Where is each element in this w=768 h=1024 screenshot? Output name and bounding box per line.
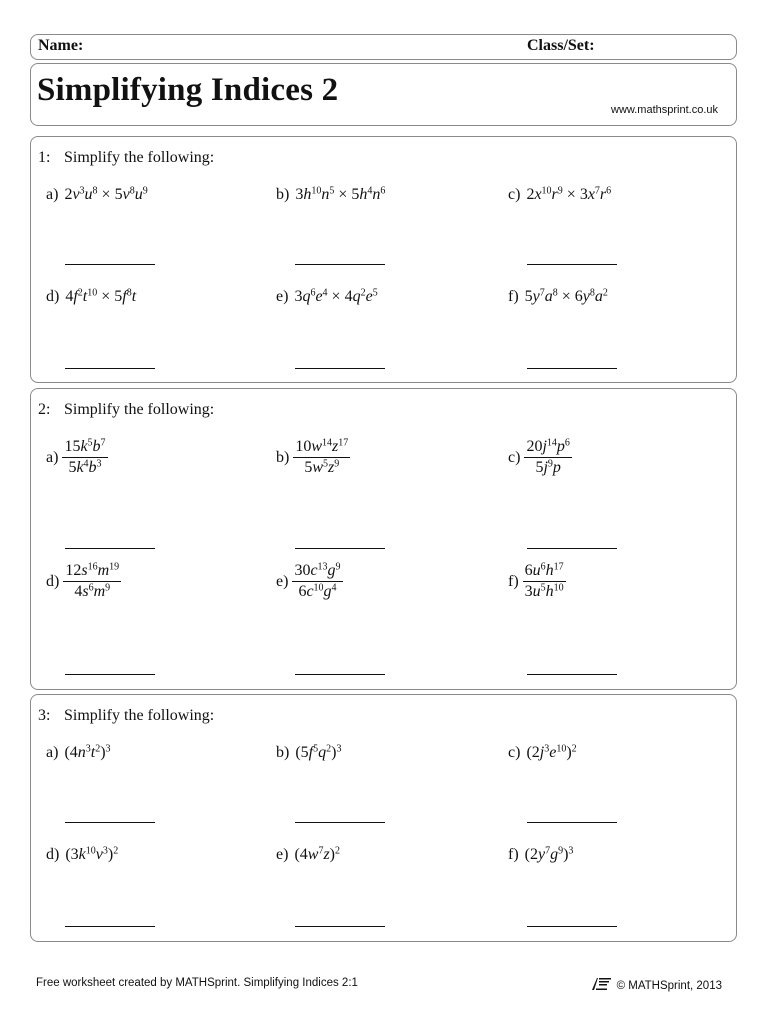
question-label: c): [508, 448, 521, 466]
website-url: www.mathsprint.co.uk: [611, 104, 718, 116]
question-a: [46, 186, 148, 204]
question-label: d): [46, 846, 60, 863]
math-expression: $(2j^3e^{10})^2$: [526, 743, 577, 761]
numerator: $20j^{14}p^6$: [524, 438, 571, 458]
math-expression: $3h^{10}n^5 \times 5h^4n^6$: [295, 185, 386, 203]
numerator: $15k^5b^7$: [62, 438, 107, 458]
question-d: [46, 288, 136, 306]
footer-credit: Free worksheet created by MATHSprint. Simplifying Indices 2:1: [36, 977, 358, 989]
section-2: [30, 388, 737, 690]
answer-line[interactable]: [65, 264, 155, 265]
question-label: a): [46, 186, 59, 203]
question-label: f): [508, 288, 519, 305]
answer-line[interactable]: [527, 548, 617, 549]
math-expression: $5y^7a^8 \times 6y^8a^2$: [524, 287, 608, 305]
question-b: [276, 438, 350, 477]
denominator: $5w^5z^9$: [304, 458, 340, 476]
question-label: f): [508, 846, 519, 863]
numerator: $10w^{14}z^{17}$: [293, 438, 350, 458]
answer-line[interactable]: [527, 822, 617, 823]
question-label: f): [508, 572, 519, 590]
question-label: d): [46, 572, 60, 590]
page-title: Simplifying Indices 2: [37, 72, 339, 108]
question-label: e): [276, 846, 289, 863]
fraction-expression: [293, 438, 350, 477]
question-label: d): [46, 288, 60, 305]
answer-line[interactable]: [295, 822, 385, 823]
footer-copyright-block: [591, 977, 722, 994]
numerator: $30c^{13}g^9$: [292, 562, 342, 582]
fraction-expression: [523, 562, 566, 601]
question-d: [46, 562, 121, 601]
denominator: $5j^9p$: [535, 458, 561, 476]
answer-line[interactable]: [527, 264, 617, 265]
question-d: [46, 846, 118, 864]
math-expression: $(4w^7z)^2$: [294, 845, 340, 863]
math-expression: $(3k^{10}v^3)^2$: [65, 845, 119, 863]
math-expression: $(2y^7g^9)^3$: [524, 845, 574, 863]
section-heading: [38, 707, 214, 725]
question-label: a): [46, 448, 59, 466]
title-panel: [30, 63, 737, 126]
question-label: e): [276, 572, 289, 590]
fraction-expression: [292, 562, 342, 601]
fraction-expression: [63, 562, 121, 601]
question-e: [276, 288, 378, 306]
question-f: [508, 846, 573, 864]
answer-line[interactable]: [295, 264, 385, 265]
question-f: [508, 288, 608, 306]
question-label: b): [276, 186, 290, 203]
section-heading: [38, 149, 214, 167]
question-b: [276, 744, 341, 762]
answer-line[interactable]: [295, 548, 385, 549]
fraction-expression: [62, 438, 107, 477]
question-c: [508, 186, 611, 204]
denominator: $6c^{10}g^4$: [298, 582, 337, 600]
answer-line[interactable]: [527, 926, 617, 927]
math-expression: $(4n^3t^2)^3$: [64, 743, 111, 761]
numerator: $6u^6h^{17}$: [523, 562, 566, 582]
math-expression: $2x^{10}r^9 \times 3x^7r^6$: [526, 185, 612, 203]
footer-copyright: © MATHSprint, 2013: [616, 979, 722, 992]
section-instruction: Simplify the following:: [64, 401, 215, 418]
question-e: [276, 562, 343, 601]
denominator: $3u^5h^{10}$: [524, 582, 564, 600]
question-a: [46, 744, 111, 762]
denominator: $4s^6m^9$: [74, 582, 111, 600]
name-class-bar: [30, 34, 737, 60]
fraction-expression: [524, 438, 571, 477]
question-a: [46, 438, 108, 477]
section-3: [30, 694, 737, 942]
answer-line[interactable]: [295, 674, 385, 675]
mathsprint-logo-icon: [591, 977, 613, 994]
question-label: b): [276, 448, 290, 466]
answer-line[interactable]: [295, 368, 385, 369]
answer-line[interactable]: [65, 674, 155, 675]
name-label: Name:: [38, 37, 84, 54]
question-label: c): [508, 186, 521, 203]
answer-line[interactable]: [527, 674, 617, 675]
denominator: $5k^4b^3$: [68, 458, 102, 476]
answer-line[interactable]: [295, 926, 385, 927]
question-label: b): [276, 744, 290, 761]
question-c: [508, 438, 572, 477]
math-expression: $4f^2t^{10} \times 5f^8t$: [65, 287, 137, 305]
section-number: 1:: [38, 149, 51, 166]
section-instruction: Simplify the following:: [64, 707, 215, 724]
math-expression: $(5f^5q^2)^3$: [295, 743, 342, 761]
section-1: [30, 136, 737, 383]
section-heading: [38, 401, 214, 419]
class-set-label: Class/Set:: [527, 37, 595, 54]
answer-line[interactable]: [65, 822, 155, 823]
answer-line[interactable]: [65, 548, 155, 549]
numerator: $12s^{16}m^{19}$: [63, 562, 121, 582]
question-label: a): [46, 744, 59, 761]
answer-line[interactable]: [527, 368, 617, 369]
section-instruction: Simplify the following:: [64, 149, 215, 166]
question-label: c): [508, 744, 521, 761]
answer-line[interactable]: [65, 926, 155, 927]
answer-line[interactable]: [65, 368, 155, 369]
question-label: e): [276, 288, 289, 305]
math-expression: $3q^6e^4 \times 4q^2e^5$: [294, 287, 378, 305]
question-b: [276, 186, 385, 204]
section-number: 3:: [38, 707, 51, 724]
math-expression: $2v^3u^8 \times 5v^8u^9$: [64, 185, 148, 203]
question-c: [508, 744, 577, 762]
section-number: 2:: [38, 401, 51, 418]
question-f: [508, 562, 566, 601]
question-e: [276, 846, 340, 864]
